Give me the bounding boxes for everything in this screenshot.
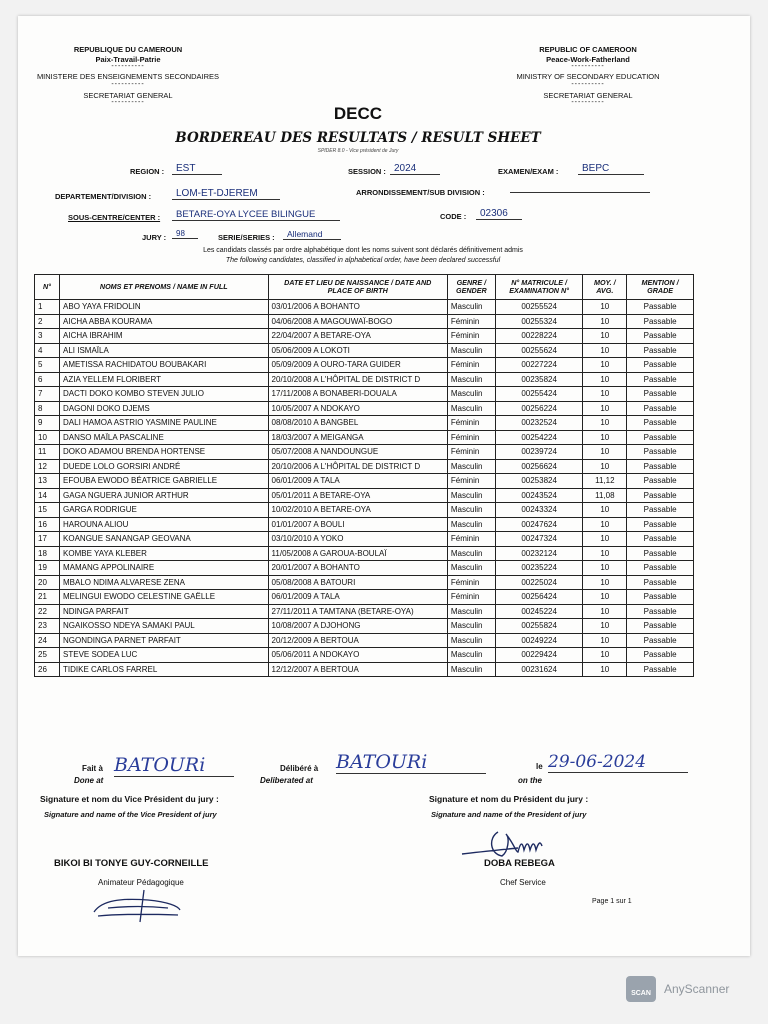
table-row — [35, 662, 694, 677]
gender: Féminin — [447, 314, 495, 329]
vp-signature-label: Signature et nom du Vice Président du jury : — [40, 794, 219, 804]
center-label: SOUS-CENTRE/CENTER : — [68, 213, 161, 222]
session-label: SESSION : — [348, 167, 386, 176]
ministry-en: MINISTRY OF SECONDARY EDUCATION — [516, 72, 660, 81]
row-number: 14 — [35, 488, 60, 503]
department-label: DEPARTEMENT/DIVISION : — [55, 192, 152, 201]
gender: Masculin — [447, 372, 495, 387]
grade: Passable — [627, 387, 694, 402]
grade: Passable — [627, 372, 694, 387]
grade: Passable — [627, 358, 694, 373]
candidate-name: GARGA RODRIGUE — [60, 503, 269, 518]
table-row — [35, 300, 694, 315]
table-row — [35, 546, 694, 561]
grade: Passable — [627, 401, 694, 416]
candidate-name: DACTI DOKO KOMBO STEVEN JULIO — [60, 387, 269, 402]
gender: Féminin — [447, 416, 495, 431]
table-row — [35, 503, 694, 518]
matricule: 00232124 — [495, 546, 583, 561]
birth-info: 08/08/2010 A BANGBEL — [268, 416, 447, 431]
row-number: 13 — [35, 474, 60, 489]
average: 10 — [583, 590, 627, 605]
table-row — [35, 604, 694, 619]
birth-info: 12/12/2007 A BERTOUA — [268, 662, 447, 677]
table-row — [35, 459, 694, 474]
gender: Masculin — [447, 633, 495, 648]
vp-signature — [88, 886, 188, 926]
matricule: 00227224 — [495, 358, 583, 373]
average: 10 — [583, 445, 627, 460]
grade: Passable — [627, 517, 694, 532]
gender: Masculin — [447, 662, 495, 677]
on-the-label: on the — [518, 776, 542, 785]
average: 10 — [583, 329, 627, 344]
candidate-name: ABO YAYA FRIDOLIN — [60, 300, 269, 315]
matricule: 00225024 — [495, 575, 583, 590]
row-number: 23 — [35, 619, 60, 634]
grade: Passable — [627, 343, 694, 358]
row-number: 24 — [35, 633, 60, 648]
average: 10 — [583, 561, 627, 576]
subdivision-blank — [510, 192, 650, 193]
table-row — [35, 401, 694, 416]
header-left — [28, 46, 228, 106]
row-number: 11 — [35, 445, 60, 460]
table-row — [35, 517, 694, 532]
gender: Masculin — [447, 459, 495, 474]
motto-fr: Paix-Travail-Patrie — [95, 54, 161, 64]
birth-info: 06/01/2009 A TALA — [268, 590, 447, 605]
table-row — [35, 619, 694, 634]
jury-label: JURY : — [142, 233, 167, 242]
divider: ---------- — [571, 99, 605, 106]
candidate-name: AICHA ABBA KOURAMA — [60, 314, 269, 329]
serie-value: Allemand — [283, 229, 341, 240]
matricule: 00249224 — [495, 633, 583, 648]
birth-info: 10/02/2010 A BETARE-OYA — [268, 503, 447, 518]
gender: Féminin — [447, 445, 495, 460]
exam-value: BEPC — [578, 163, 644, 175]
candidate-name: KOMBE YAYA KLEBER — [60, 546, 269, 561]
average: 10 — [583, 358, 627, 373]
col-grade: MENTION / GRADE — [627, 275, 694, 300]
table-row — [35, 430, 694, 445]
average: 10 — [583, 546, 627, 561]
row-number: 9 — [35, 416, 60, 431]
gender: Masculin — [447, 300, 495, 315]
code-label: CODE : — [440, 212, 467, 221]
president-signature-label: Signature et nom du Président du jury : — [429, 794, 589, 804]
candidate-name: ALI ISMAÏLA — [60, 343, 269, 358]
president-signature-label-en: Signature and name of the President of jury — [431, 810, 587, 819]
region-value: EST — [172, 163, 222, 175]
matricule: 00243324 — [495, 503, 583, 518]
gender: Masculin — [447, 503, 495, 518]
candidate-name: MAMANG APPOLINAIRE — [60, 561, 269, 576]
birth-info: 27/11/2011 A TAMTANA (BETARE-OYA) — [268, 604, 447, 619]
motto-en: Peace-Work-Fatherland — [546, 54, 630, 64]
region-label: REGION : — [130, 167, 165, 176]
candidate-name: NGONDINGA PARNET PARFAIT — [60, 633, 269, 648]
birth-info: 03/10/2010 A YOKO — [268, 532, 447, 547]
candidate-name: EFOUBA EWODO BÉATRICE GABRIELLE — [60, 474, 269, 489]
row-number: 3 — [35, 329, 60, 344]
matricule: 00243524 — [495, 488, 583, 503]
matricule: 00247624 — [495, 517, 583, 532]
birth-info: 10/05/2007 A NDOKAYO — [268, 401, 447, 416]
session-value: 2024 — [390, 163, 440, 175]
row-number: 2 — [35, 314, 60, 329]
gender: Masculin — [447, 561, 495, 576]
gender: Féminin — [447, 474, 495, 489]
table-header-row — [35, 275, 694, 300]
candidate-name: AICHA IBRAHIM — [60, 329, 269, 344]
matricule: 00254224 — [495, 430, 583, 445]
birth-info: 05/01/2011 A BETARE-OYA — [268, 488, 447, 503]
average: 10 — [583, 401, 627, 416]
row-number: 25 — [35, 648, 60, 663]
average: 10 — [583, 604, 627, 619]
page-title: DECC — [333, 104, 383, 123]
col-matricule: N° MATRICULE / EXAMINATION N° — [495, 275, 583, 300]
candidate-name: NGAIKOSSO NDEYA SAMAKI PAUL — [60, 619, 269, 634]
col-name: NOMS ET PRENOMS / NAME IN FULL — [60, 275, 269, 300]
ministry-fr: MINISTERE DES ENSEIGNEMENTS SECONDAIRES — [36, 72, 220, 81]
grade: Passable — [627, 459, 694, 474]
country-fr: REPUBLIQUE DU CAMEROUN — [73, 45, 183, 54]
grade: Passable — [627, 503, 694, 518]
average: 10 — [583, 300, 627, 315]
matricule: 00229424 — [495, 648, 583, 663]
row-number: 18 — [35, 546, 60, 561]
birth-info: 05/07/2008 A NANDOUNGUE — [268, 445, 447, 460]
row-number: 4 — [35, 343, 60, 358]
president-role: Chef Service — [500, 878, 546, 887]
table-row — [35, 314, 694, 329]
row-number: 12 — [35, 459, 60, 474]
birth-info: 01/01/2007 A BOULI — [268, 517, 447, 532]
candidate-name: STEVE SODEA LUC — [60, 648, 269, 663]
row-number: 5 — [35, 358, 60, 373]
vp-role: Animateur Pédagogique — [98, 878, 184, 887]
candidate-name: AMETISSA RACHIDATOU BOUBAKARI — [60, 358, 269, 373]
gender: Féminin — [447, 358, 495, 373]
matricule: 00239724 — [495, 445, 583, 460]
row-number: 21 — [35, 590, 60, 605]
birth-info: 03/01/2006 A BOHANTO — [268, 300, 447, 315]
birth-info: 05/06/2009 A LOKOTI — [268, 343, 447, 358]
country-en: REPUBLIC OF CAMEROON — [539, 45, 637, 54]
table-row — [35, 343, 694, 358]
scanner-logo-text: SCAN — [631, 990, 651, 997]
candidate-name: GAGA NGUERA JUNIOR ARTHUR — [60, 488, 269, 503]
average: 10 — [583, 314, 627, 329]
row-number: 6 — [35, 372, 60, 387]
average: 10 — [583, 343, 627, 358]
col-avg: MOY. / AVG. — [583, 275, 627, 300]
candidate-name: HAROUNA ALIOU — [60, 517, 269, 532]
matricule: 00235224 — [495, 561, 583, 576]
gender: Féminin — [447, 532, 495, 547]
table-row — [35, 532, 694, 547]
matricule: 00232524 — [495, 416, 583, 431]
serie-label: SERIE/SERIES : — [218, 233, 275, 242]
matricule: 00255324 — [495, 314, 583, 329]
grade: Passable — [627, 532, 694, 547]
candidate-name: MBALO NDIMA ALVARESE ZENA — [60, 575, 269, 590]
gender: Féminin — [447, 590, 495, 605]
birth-info: 20/12/2009 A BERTOUA — [268, 633, 447, 648]
matricule: 00256424 — [495, 590, 583, 605]
divider: ---------- — [571, 80, 605, 88]
software-note: SPIDER 8.0 - Vice président de Jury — [317, 148, 399, 154]
grade: Passable — [627, 633, 694, 648]
matricule: 00235824 — [495, 372, 583, 387]
row-number: 7 — [35, 387, 60, 402]
matricule: 00255624 — [495, 343, 583, 358]
notice-en: The following candidates, classified in alphabetical order, have been declared successful — [225, 257, 501, 264]
header-right — [488, 46, 688, 106]
average: 10 — [583, 648, 627, 663]
birth-info: 05/06/2011 A NDOKAYO — [268, 648, 447, 663]
matricule: 00255424 — [495, 387, 583, 402]
row-number: 16 — [35, 517, 60, 532]
candidate-name: AZIA YELLEM FLORIBERT — [60, 372, 269, 387]
grade: Passable — [627, 329, 694, 344]
divider: ---------- — [571, 63, 605, 70]
delib-label: Délibéré à — [280, 764, 319, 773]
candidate-name: DALI HAMOA ASTRIO YASMINE PAULINE — [60, 416, 269, 431]
grade: Passable — [627, 590, 694, 605]
birth-info: 20/01/2007 A BOHANTO — [268, 561, 447, 576]
average: 10 — [583, 459, 627, 474]
table-row — [35, 633, 694, 648]
grade: Passable — [627, 474, 694, 489]
table-row — [35, 575, 694, 590]
scanner-brand: AnyScanner — [664, 982, 730, 996]
gender: Masculin — [447, 387, 495, 402]
center-value: BETARE-OYA LYCEE BILINGUE — [172, 209, 340, 221]
matricule: 00245224 — [495, 604, 583, 619]
table-row — [35, 372, 694, 387]
president-name: DOBA REBEGA — [484, 858, 555, 869]
matricule: 00256624 — [495, 459, 583, 474]
candidate-name: DOKO ADAMOU BRENDA HORTENSE — [60, 445, 269, 460]
secretariat-fr: SECRETARIAT GENERAL — [83, 90, 173, 100]
gender: Masculin — [447, 517, 495, 532]
average: 10 — [583, 633, 627, 648]
row-number: 17 — [35, 532, 60, 547]
divider: ---------- — [111, 99, 145, 106]
matricule: 00247324 — [495, 532, 583, 547]
row-number: 26 — [35, 662, 60, 677]
gender: Masculin — [447, 546, 495, 561]
table-row — [35, 387, 694, 402]
grade: Passable — [627, 575, 694, 590]
vp-signature-label-en: Signature and name of the Vice President of jury — [44, 810, 217, 819]
results-table — [34, 274, 694, 677]
done-label: Done at — [74, 776, 104, 785]
birth-info: 22/04/2007 A BETARE-OYA — [268, 329, 447, 344]
scanner-logo-icon — [626, 976, 656, 1002]
gender: Masculin — [447, 343, 495, 358]
subdivision-label: ARRONDISSEMENT/SUB DIVISION : — [356, 188, 485, 197]
table-row — [35, 488, 694, 503]
matricule: 00256224 — [495, 401, 583, 416]
vp-name: BIKOI BI TONYE GUY-CORNEILLE — [54, 858, 209, 869]
table-row — [35, 416, 694, 431]
table-row — [35, 648, 694, 663]
average: 10 — [583, 503, 627, 518]
grade: Passable — [627, 445, 694, 460]
matricule: 00231624 — [495, 662, 583, 677]
code-value: 02306 — [476, 208, 522, 220]
birth-info: 04/06/2008 A MAGOUWAÏ-BOGO — [268, 314, 447, 329]
candidate-name: DUEDE LOLO GORSIRI ANDRÉ — [60, 459, 269, 474]
fait-value: BATOURi — [114, 754, 234, 777]
row-number: 15 — [35, 503, 60, 518]
grade: Passable — [627, 430, 694, 445]
gender: Masculin — [447, 648, 495, 663]
grade: Passable — [627, 648, 694, 663]
gender: Féminin — [447, 575, 495, 590]
birth-info: 17/11/2008 A BONABERI-DOUALA — [268, 387, 447, 402]
average: 10 — [583, 430, 627, 445]
birth-info: 18/03/2007 A MEIGANGA — [268, 430, 447, 445]
row-number: 8 — [35, 401, 60, 416]
grade: Passable — [627, 619, 694, 634]
gender: Masculin — [447, 604, 495, 619]
department-value: LOM-ET-DJEREM — [172, 188, 280, 200]
exam-label: EXAMEN/EXAM : — [498, 167, 559, 176]
row-number: 10 — [35, 430, 60, 445]
average: 10 — [583, 372, 627, 387]
matricule: 00255524 — [495, 300, 583, 315]
average: 10 — [583, 387, 627, 402]
page-number: Page 1 sur 1 — [592, 898, 632, 905]
matricule: 00253824 — [495, 474, 583, 489]
gender: Masculin — [447, 619, 495, 634]
birth-info: 06/01/2009 A TALA — [268, 474, 447, 489]
birth-info: 10/08/2007 A DJOHONG — [268, 619, 447, 634]
grade: Passable — [627, 488, 694, 503]
birth-info: 05/09/2009 A OURO-TARA GUIDER — [268, 358, 447, 373]
candidate-name: MELINGUI EWODO CELESTINE GAËLLE — [60, 590, 269, 605]
grade: Passable — [627, 416, 694, 431]
row-number: 22 — [35, 604, 60, 619]
secretariat-en: SECRETARIAT GENERAL — [543, 90, 633, 100]
divider: ---------- — [111, 80, 145, 88]
col-gender: GENRE / GENDER — [447, 275, 495, 300]
date-value: 29-06-2024 — [548, 752, 688, 773]
jury-value: 98 — [172, 229, 198, 239]
table-row — [35, 358, 694, 373]
gender: Masculin — [447, 401, 495, 416]
matricule: 00255824 — [495, 619, 583, 634]
average: 10 — [583, 575, 627, 590]
divider: ---------- — [111, 63, 145, 70]
grade: Passable — [627, 662, 694, 677]
grade: Passable — [627, 546, 694, 561]
candidate-name: DANSO MAÏLA PASCALINE — [60, 430, 269, 445]
grade: Passable — [627, 314, 694, 329]
le-label: le — [536, 762, 543, 771]
row-number: 19 — [35, 561, 60, 576]
candidate-name: NDINGA PARFAIT — [60, 604, 269, 619]
candidate-name: TIDIKE CARLOS FARREL — [60, 662, 269, 677]
table-row — [35, 445, 694, 460]
table-row — [35, 329, 694, 344]
col-num: N° — [35, 275, 60, 300]
average: 10 — [583, 416, 627, 431]
gender: Féminin — [447, 329, 495, 344]
average: 10 — [583, 662, 627, 677]
grade: Passable — [627, 561, 694, 576]
matricule: 00228224 — [495, 329, 583, 344]
row-number: 1 — [35, 300, 60, 315]
row-number: 20 — [35, 575, 60, 590]
deliberated-label: Deliberated at — [260, 776, 313, 785]
birth-info: 20/10/2008 A L'HÔPITAL DE DISTRICT D — [268, 372, 447, 387]
candidate-name: DAGONI DOKO DJEMS — [60, 401, 269, 416]
table-row — [35, 561, 694, 576]
table-row — [35, 474, 694, 489]
average: 10 — [583, 517, 627, 532]
col-birth: DATE ET LIEU DE NAISSANCE / DATE AND PLACE OF BIRTH — [268, 275, 447, 300]
gender: Féminin — [447, 430, 495, 445]
birth-info: 20/10/2006 A L'HÔPITAL DE DISTRICT D — [268, 459, 447, 474]
grade: Passable — [627, 604, 694, 619]
delib-value: BATOURi — [336, 751, 486, 774]
average: 10 — [583, 532, 627, 547]
average: 11,12 — [583, 474, 627, 489]
fait-label: Fait à — [82, 764, 103, 773]
gender: Masculin — [447, 488, 495, 503]
result-sheet — [18, 16, 750, 956]
birth-info: 11/05/2008 A GAROUA-BOULAÏ — [268, 546, 447, 561]
notice-fr: Les candidats classés par ordre alphabétique dont les noms suivent sont déclarés définitivement admis — [203, 247, 523, 254]
table-row — [35, 590, 694, 605]
candidate-name: KOANGUE SANANGAP GEOVANA — [60, 532, 269, 547]
average: 11,08 — [583, 488, 627, 503]
birth-info: 05/08/2008 A BATOURI — [268, 575, 447, 590]
grade: Passable — [627, 300, 694, 315]
average: 10 — [583, 619, 627, 634]
page-subtitle: BORDEREAU DES RESULTATS / RESULT SHEET — [175, 130, 541, 146]
